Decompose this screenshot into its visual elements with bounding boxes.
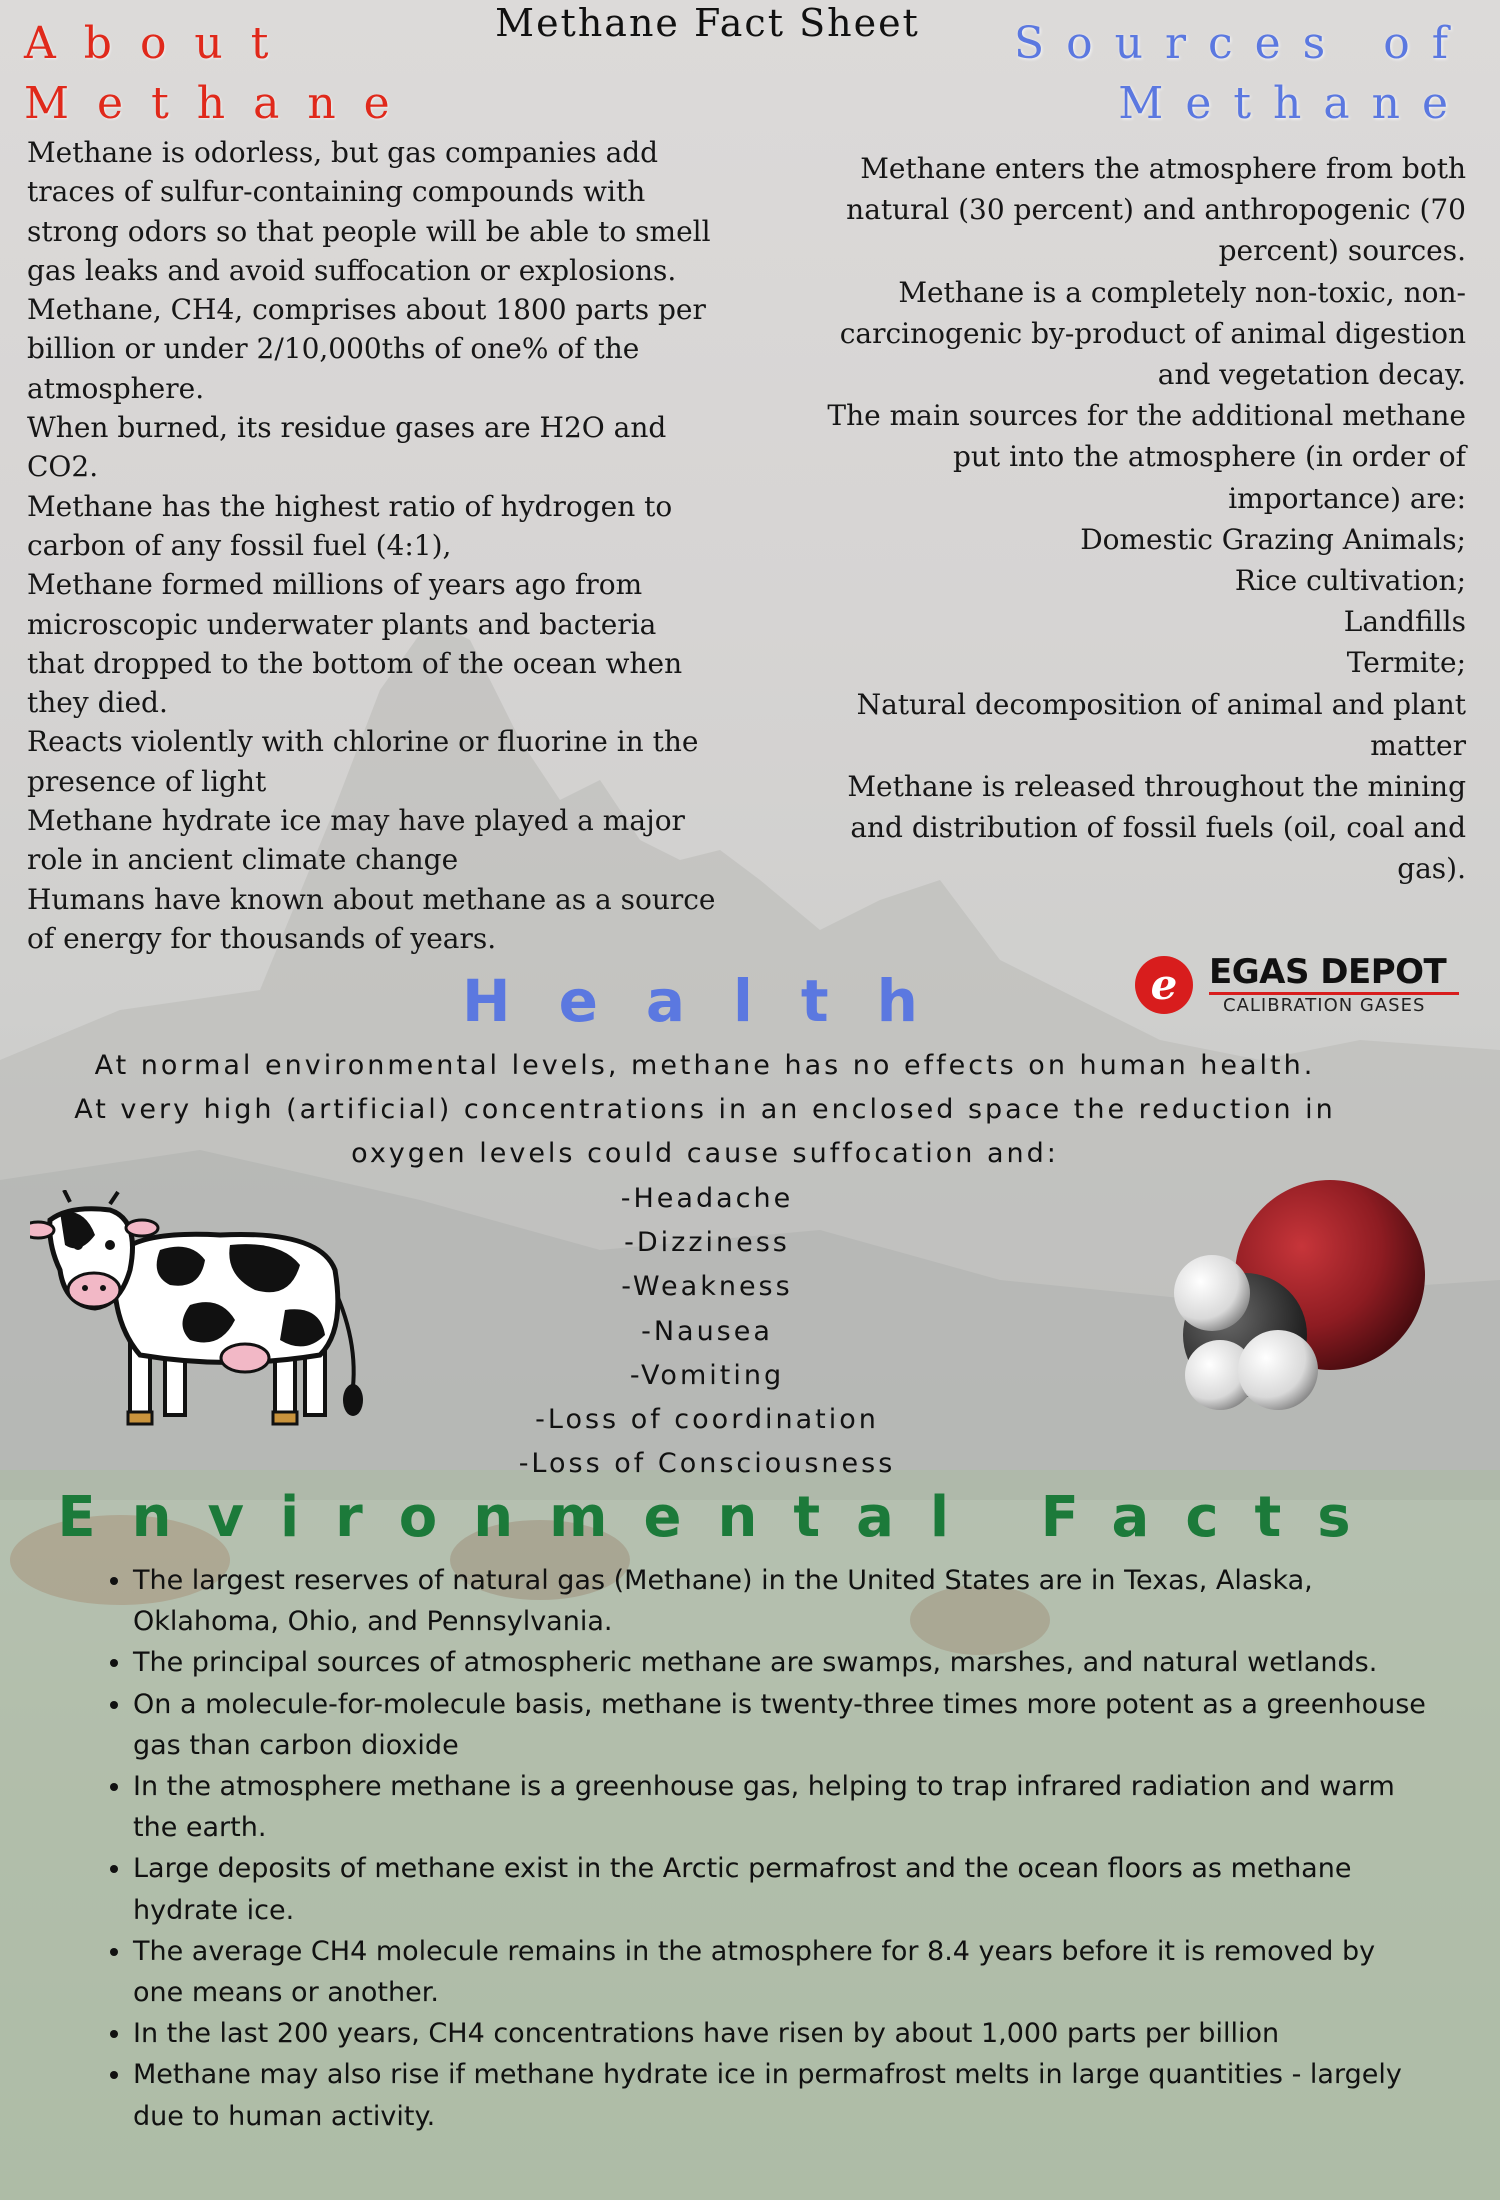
about-methane-text [27, 133, 717, 958]
sources-list-item: Rice cultivation; [1234, 564, 1466, 598]
about-paragraph: Methane has the highest ratio of hydrogen to carbon of any fossil fuel (4:1), [27, 489, 673, 562]
sources-paragraph: Methane is released throughout the mining and distribution of fossil fuels (oil, coal and gas). [847, 770, 1466, 886]
logo-name: EGAS DEPOT [1209, 952, 1447, 992]
methane-molecule-illustration [1160, 1175, 1430, 1419]
sources-of-methane-text [826, 148, 1466, 890]
fact-item: The principal sources of atmospheric methane are swamps, marshes, and natural wetlands. [133, 1642, 1433, 1683]
fact-item: On a molecule-for-molecule basis, methane is twenty-three times more potent as a greenhouse gas than carbon dioxide [133, 1684, 1433, 1766]
sources-paragraph: Methane is a completely non-toxic, non-carcinogenic by-product of animal digestion and vegetation decay. [839, 275, 1466, 392]
symptom-item: -Headache [620, 1183, 794, 1214]
health-intro-line: oxygen levels could cause suffocation and: [351, 1138, 1059, 1170]
fact-item: Methane may also rise if methane hydrate ice in permafrost melts in large quantities - largely due to human activity. [133, 2054, 1433, 2136]
about-paragraph: Methane hydrate ice may have played a major role in ancient climate change [27, 804, 685, 877]
symptom-item: -Dizziness [624, 1227, 790, 1259]
about-heading-line1: About [24, 18, 297, 69]
logo-tagline: CALIBRATION GASES [1223, 995, 1426, 1016]
sources-list-item: Domestic Grazing Animals; [1080, 522, 1466, 556]
about-paragraph: Methane is odorless, but gas companies add traces of sulfur-containing compounds with strong odors so that people will be able to smell gas leaks and avoid suffocation or explosions. [27, 136, 711, 287]
sources-heading-line2: Methane [1118, 78, 1470, 129]
about-paragraph: Humans have known about methane as a source of energy for thousands of years. [27, 882, 716, 955]
sources-list-item: Termite; [1346, 646, 1466, 680]
symptom-item: -Loss of coordination [535, 1404, 879, 1436]
about-paragraph: Methane, CH4, comprises about 1800 parts per billion or under 2/10,000ths of one% of the atmosphere. [27, 293, 706, 405]
about-paragraph: When burned, its residue gases are H2O and CO2. [27, 411, 667, 484]
cow-illustration [30, 1190, 370, 1444]
sources-heading-line1: Sources of [1013, 18, 1470, 69]
fact-item: The largest reserves of natural gas (Methane) in the United States are in Texas, Alaska, Oklahoma, Ohio, and Pennsylvania. [133, 1560, 1433, 1642]
sources-paragraph: The main sources for the additional methane put into the atmosphere (in order of importance) are: [827, 399, 1466, 515]
sources-list-item: Landfills [1343, 605, 1466, 639]
health-intro [0, 1044, 1410, 1177]
health-intro-line: At normal environmental levels, methane has no effects on human health. [94, 1050, 1316, 1081]
environmental-facts-list [133, 1560, 1433, 2137]
environmental-facts-heading: Environmental Facts [57, 1485, 1387, 1550]
about-heading-line2: Methane [24, 78, 418, 129]
health-heading: Health [462, 967, 966, 1035]
fact-item: In the atmosphere methane is a greenhouse gas, helping to trap infrared radiation and warm the earth. [133, 1766, 1433, 1848]
fact-item: In the last 200 years, CH4 concentrations have risen by about 1,000 parts per billion [133, 2013, 1433, 2054]
symptom-item: -Loss of Consciousness [518, 1448, 896, 1480]
symptom-item: -Vomiting [629, 1359, 785, 1391]
fact-item: Large deposits of methane exist in the Arctic permafrost and the ocean floors as methane hydrate ice. [133, 1848, 1433, 1930]
about-paragraph: Methane formed millions of years ago from microscopic underwater plants and bacteria that dropped to the bottom of the ocean when they died. [27, 568, 683, 720]
about-paragraph: Reacts violently with chlorine or fluorine in the presence of light [27, 725, 699, 798]
page-title: Methane Fact Sheet [495, 1, 920, 45]
about-methane-heading [24, 14, 444, 134]
sources-paragraph: Methane enters the atmosphere from both natural (30 percent) and anthropogenic (70 percent) sources. [846, 152, 1466, 268]
health-intro-line: At very high (artificial) concentrations in an enclosed space the reduction in [74, 1094, 1336, 1126]
sources-list-item: Natural decomposition of animal and plant matter [856, 687, 1466, 762]
svg-text:e: e [1150, 960, 1178, 1009]
sources-of-methane-heading [910, 14, 1470, 134]
symptom-item: -Nausea [641, 1315, 773, 1347]
symptom-item: -Weakness [621, 1271, 793, 1303]
fact-item: The average CH4 molecule remains in the atmosphere for 8.4 years before it is removed by one means or another. [133, 1931, 1433, 2013]
